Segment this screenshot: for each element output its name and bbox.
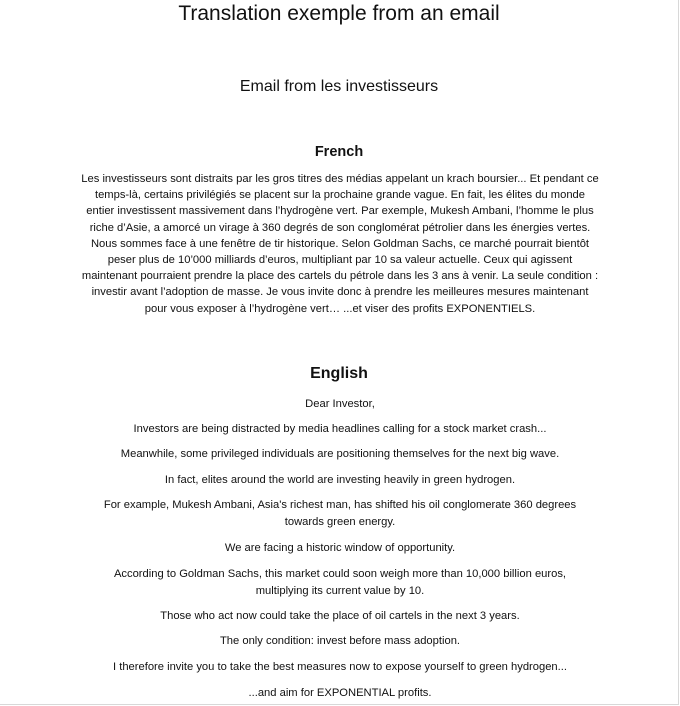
english-line: We are facing a historic window of opportunity.	[224, 542, 456, 554]
english-line: In fact, elites around the world are investing heavily in green hydrogen.	[164, 474, 516, 486]
english-line: I therefore invite you to take the best measures now to expose yourself to green hydrogen...	[113, 661, 567, 673]
english-heading: English	[310, 365, 368, 382]
french-heading: French	[314, 144, 364, 160]
french-body: Les investisseurs sont distraits par les gros titres des médias appelant un krach boursier... Et pendant ce temps-là, certains privilégiés se placent sur la prochaine grande vague. En fait, les élites du monde entier investissent massivement dans l’hydrogène vert. Par exemple, Mukesh Ambani, l’homme le plus riche d’Asie, a amorcé un virage à 360 degrés de son conglomérat pétrolier dans les énergies vertes. Nous sommes face à une fenêtre de tir historique. Selon Goldman Sachs, ce marché pourrait bientôt peser plus de 10’000 milliards d’euros, multipliant par 10 sa valeur actuelle. Ceux qui agissent maintenant pourraient prendre la place des cartels du pétrole dans les 3 ans à venir. La seule condition : investir avant l’adoption de masse. Je vous invite donc à prendre les meilleures mesures maintenant pour vous exposer à l’hydrogène vert… ...et viser des profits EXPONENTIELS.	[81, 173, 599, 315]
english-line: The only condition: invest before mass adoption.	[219, 635, 461, 647]
english-line: Investors are being distracted by media headlines calling for a stock market crash...	[133, 423, 547, 435]
email-subtitle: Email from les investisseurs	[239, 78, 439, 95]
english-line: Dear Investor,	[305, 398, 375, 410]
english-line: ...and aim for EXPONENTIAL profits.	[248, 687, 432, 699]
english-line: Those who act now could take the place of oil cartels in the next 3 years.	[160, 610, 520, 622]
english-line: For example, Mukesh Ambani, Asia's richest man, has shifted his oil conglomerate 360 degrees towards green energy.	[103, 499, 577, 528]
document-title: Translation exemple from an email	[178, 2, 500, 25]
english-line: Meanwhile, some privileged individuals are positioning themselves for the next big wave.	[120, 448, 560, 460]
english-line: According to Goldman Sachs, this market could soon weigh more than 10,000 billion euros, multiplying its current value by 10.	[113, 568, 567, 597]
